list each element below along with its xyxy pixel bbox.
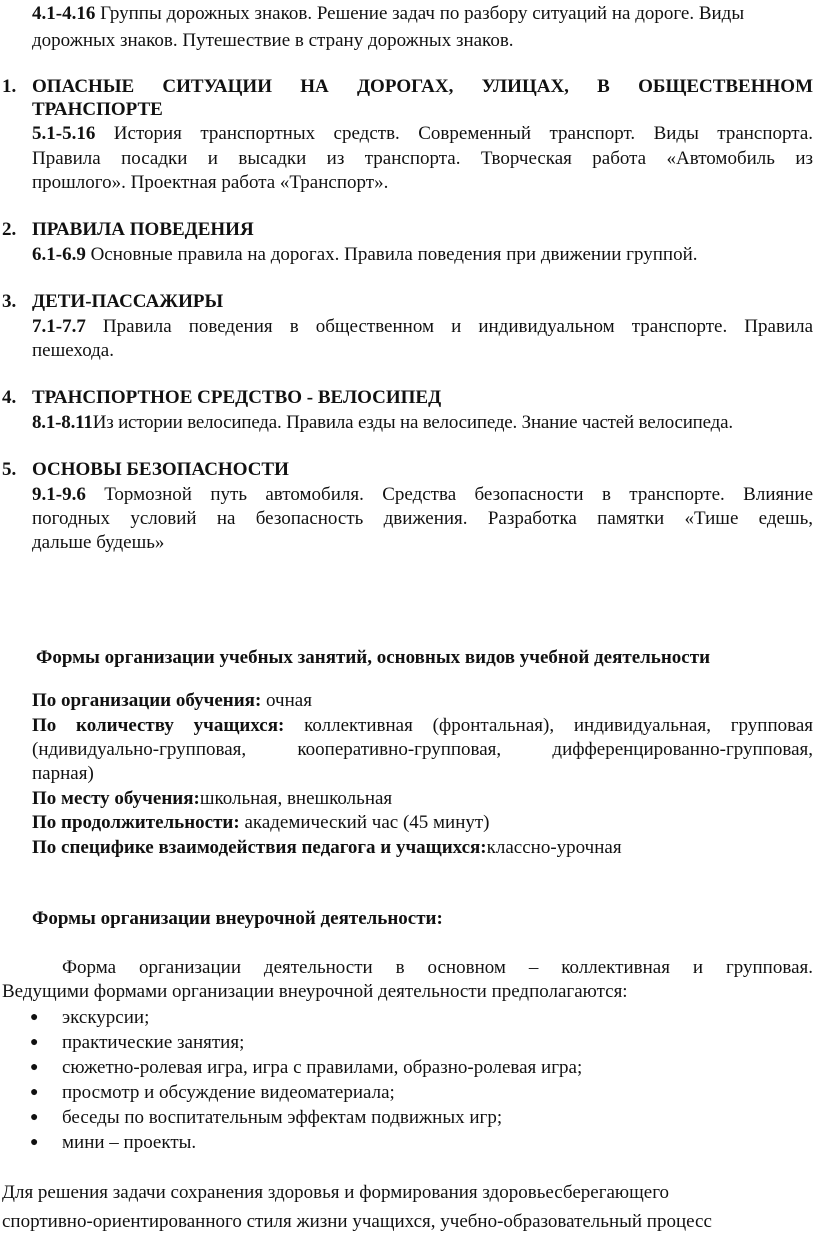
forms-duration-label: По продолжительности: (32, 812, 240, 833)
forms-place-label: По месту обучения: (32, 788, 200, 809)
section-1-text-line-1 (32, 122, 813, 146)
forms-count-label: По количеству учащихся: (32, 715, 285, 736)
section-3-text-line-2: пешехода. (32, 340, 114, 361)
section-5-title (32, 458, 289, 482)
forms-count-line-2 (32, 738, 813, 762)
forms-place (32, 787, 392, 811)
section-2-code: 6.1-6.9 (32, 244, 86, 265)
list-item: мини – проекты. (62, 1132, 197, 1153)
section-5-text-1: Тормозной путь автомобиля. Средства безопасности в транспорте. Влияние (104, 484, 813, 505)
list-item: просмотр и обсуждение видеоматериала; (62, 1082, 395, 1103)
section-1-number: 1. (2, 76, 17, 97)
bullet-icon: ● (30, 1110, 39, 1125)
forms-specific-value: классно-урочная (486, 837, 622, 858)
forms-place-value: школьная, внешкольная (199, 788, 393, 809)
section-1-title-text-2: ТРАНСПОРТЕ (32, 99, 163, 120)
extracurricular-para-text-1: Форма организации деятельности в основном – коллективная и групповая. (62, 957, 813, 978)
section-2-title-text: ПРАВИЛА ПОВЕДЕНИЯ (32, 219, 254, 240)
forms-specific-label: По специфике взаимодействия педагога и учащихся: (32, 837, 487, 858)
intro-text-1: Группы дорожных знаков. Решение задач по разбору ситуаций на дороге. Виды (100, 3, 745, 24)
bullet-icon: ● (30, 1135, 39, 1150)
forms-count-line-3: парная) (32, 763, 94, 784)
forms-count-value-2: (ндивидуально-групповая, кооперативно-групповая, дифференцированно-групповая, (32, 739, 813, 760)
section-3-title (32, 290, 223, 314)
section-5-title-text: ОСНОВЫ БЕЗОПАСНОСТИ (32, 459, 289, 480)
section-5-code: 9.1-9.6 (32, 484, 86, 505)
bullet-icon: ● (30, 1060, 39, 1075)
section-3-number: 3. (2, 291, 17, 312)
intro-line-2: дорожных знаков. Путешествие в страну дорожных знаков. (32, 30, 514, 51)
forms-org-label: По организации обучения: (32, 690, 262, 711)
section-1-code: 5.1-5.16 (32, 123, 96, 144)
section-2-number: 2. (2, 219, 17, 240)
list-item: беседы по воспитательным эффектам подвижных игр; (62, 1107, 503, 1128)
section-4-code: 8.1-8.11 (32, 412, 93, 433)
extracurricular-heading (32, 907, 443, 931)
list-item: практические занятия; (62, 1032, 245, 1053)
forms-org (32, 689, 312, 713)
section-5-text-2: погодных условий на безопасность движения. Разработка памятки «Тише едешь, (32, 508, 813, 529)
bullet-icon: ● (30, 1010, 39, 1025)
section-3-text-line-1 (32, 315, 813, 339)
bullet-icon: ● (30, 1085, 39, 1100)
section-1-text-line-3: прошлого». Проектная работа «Транспорт». (32, 172, 389, 193)
section-4-text-line-1 (32, 411, 733, 435)
bullet-icon: ● (30, 1035, 39, 1050)
section-4-title (32, 386, 441, 410)
forms-duration-value: академический час (45 минут) (239, 812, 490, 833)
forms-org-value: очная (261, 690, 312, 711)
section-3-text-1: Правила поведения в общественном и индивидуальном транспорте. Правила (102, 316, 813, 337)
section-2-title (32, 218, 254, 242)
forms-duration (32, 811, 490, 835)
section-1-text-line-2 (32, 147, 813, 171)
list-item: экскурсии; (62, 1007, 150, 1028)
section-2-text-line-1 (32, 243, 697, 267)
section-5-text-line-2 (32, 507, 813, 531)
intro-line-1 (32, 2, 744, 26)
section-2-text-1: Основные правила на дорогах. Правила поведения при движении группой. (90, 244, 698, 265)
forms-heading-text: Формы организации учебных занятий, основных видов учебной деятельности (36, 647, 711, 668)
forms-count-value-1: коллективная (фронтальная), индивидуальная, групповая (284, 715, 813, 736)
section-1-text-1: История транспортных средств. Современный транспорт. Виды транспорта. (113, 123, 814, 144)
section-1-title-line-1 (32, 75, 813, 99)
section-5-text-line-1 (32, 483, 813, 507)
section-4-number: 4. (2, 387, 17, 408)
forms-heading (36, 646, 710, 670)
extracurricular-para-line-1 (62, 956, 813, 980)
extracurricular-heading-text: Формы организации внеурочной деятельности: (32, 908, 443, 929)
section-1-title-line-2 (32, 98, 163, 122)
section-3-title-text: ДЕТИ-ПАССАЖИРЫ (32, 291, 224, 312)
section-1-title-text-1: ОПАСНЫЕ СИТУАЦИИ НА ДОРОГАХ, УЛИЦАХ, В ОБЩЕСТВЕННОМ (32, 76, 813, 97)
section-3-code: 7.1-7.7 (32, 316, 86, 337)
extracurricular-para-line-2: Ведущими формами организации внеурочной деятельности предполагаются: (2, 981, 628, 1002)
closing-line-2: спортивно-ориентированного стиля жизни учащихся, учебно-образовательный процесс (2, 1211, 712, 1232)
list-item: сюжетно-ролевая игра, игра с правилами, образно-ролевая игра; (62, 1057, 583, 1078)
section-1-text-2: Правила посадки и высадки из транспорта. Творческая работа «Автомобиль из (32, 148, 813, 169)
section-4-text-1: Из истории велосипеда. Правила езды на велосипеде. Знание частей велосипеда. (92, 412, 733, 433)
forms-specific (32, 836, 622, 860)
section-5-number: 5. (2, 459, 17, 480)
forms-count-line-1 (32, 714, 813, 738)
section-4-title-text: ТРАНСПОРТНОЕ СРЕДСТВО - ВЕЛОСИПЕД (32, 387, 442, 408)
closing-line-1: Для решения задачи сохранения здоровья и формирования здоровьесберегающего (2, 1182, 670, 1203)
section-5-text-line-3: дальше будешь» (32, 532, 165, 553)
intro-code: 4.1-4.16 (32, 3, 96, 24)
